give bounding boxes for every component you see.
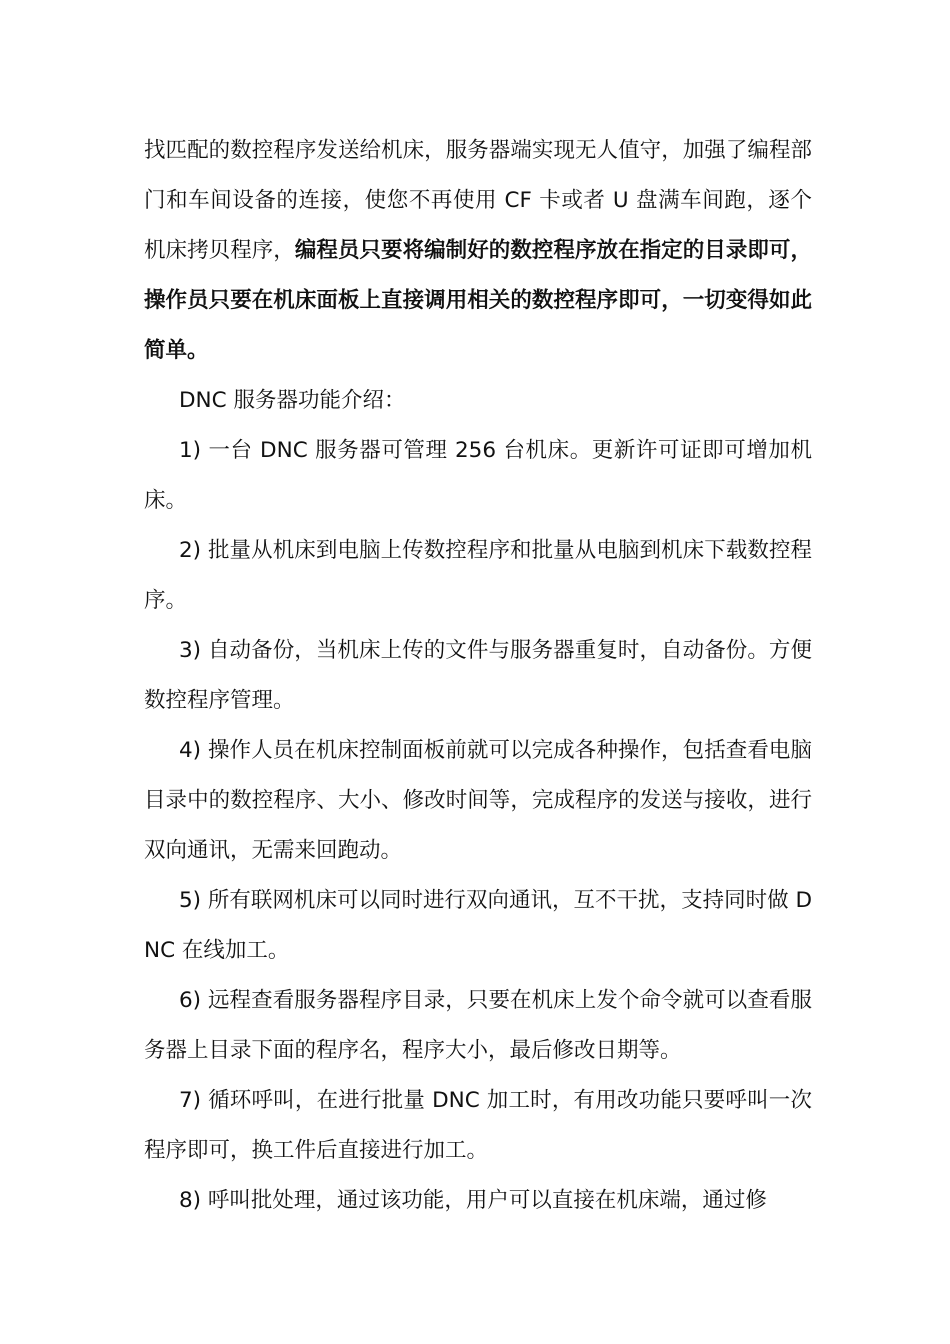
feature-item-6: 6) 远程查看服务器程序目录，只要在机床上发个命令就可以查看服务器上目录下面的程序名，程序大小，最后修改日期等。 bbox=[144, 988, 812, 1063]
section-heading: DNC 服务器功能介绍： bbox=[179, 388, 406, 413]
intro-bold-text: 编程员只要将编制好的数控程序放在指定的目录即可，操作员只要在机床面板上直接调用相关的数控程序即可，一切变得如此简单。 bbox=[144, 238, 812, 363]
feature-item-4: 4) 操作人员在机床控制面板前就可以完成各种操作，包括查看电脑目录中的数控程序、大小、修改时间等，完成程序的发送与接收，进行双向通讯，无需来回跑动。 bbox=[144, 738, 812, 863]
feature-item-3: 3) 自动备份，当机床上传的文件与服务器重复时，自动备份。方便数控程序管理。 bbox=[144, 638, 812, 713]
feature-item-5: 5) 所有联网机床可以同时进行双向通讯，互不干扰，支持同时做 DNC 在线加工。 bbox=[144, 888, 812, 963]
intro-text: 找匹配的数控程序发送给机床，服务器端实现无人值守，加强了编程部门和车间设备的连接，使您不再使用 CF 卡或者 U 盘满车间跑，逐个机床拷贝程序， bbox=[144, 138, 812, 263]
intro-paragraph bbox=[144, 126, 812, 376]
feature-item-8: 8) 呼叫批处理，通过该功能，用户可以直接在机床端，通过修 bbox=[179, 1188, 767, 1213]
document-body bbox=[144, 126, 812, 1226]
feature-item-1: 1) 一台 DNC 服务器可管理 256 台机床。更新许可证即可增加机床。 bbox=[144, 438, 812, 513]
feature-item-2: 2) 批量从机床到电脑上传数控程序和批量从电脑到机床下载数控程序。 bbox=[144, 538, 812, 613]
feature-item-7: 7) 循环呼叫，在进行批量 DNC 加工时，有用改功能只要呼叫一次程序即可，换工件后直接进行加工。 bbox=[144, 1088, 812, 1163]
